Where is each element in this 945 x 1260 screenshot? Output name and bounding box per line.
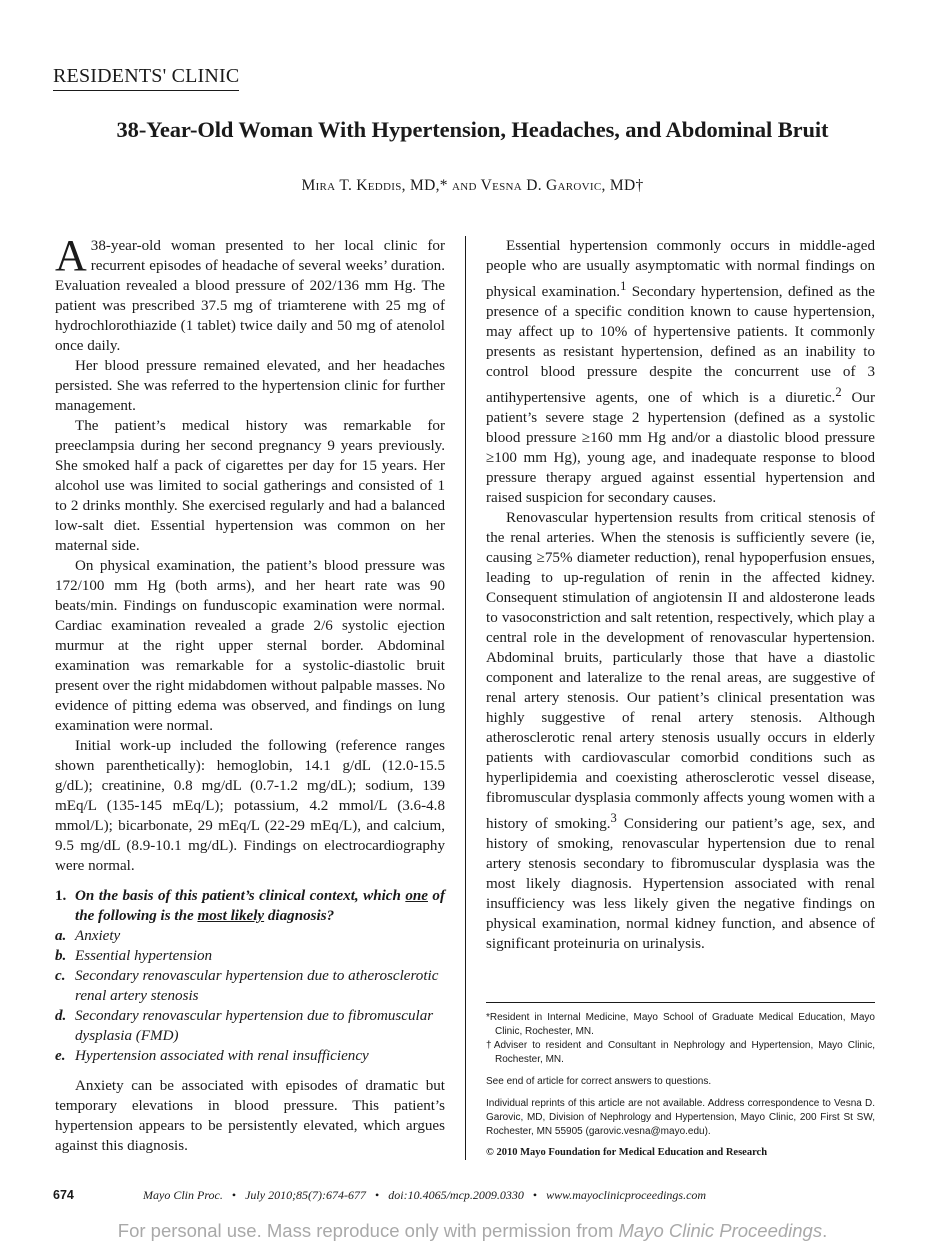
answer-option: d. Secondary renovascular hypertension due to fibromuscular dysplasia (FMD)	[55, 1008, 434, 1044]
paragraph: Her blood pressure remained elevated, and her headaches persisted. She was referred to the hypertension clinic for further management.	[55, 358, 445, 414]
footnote-adviser: †Adviser to resident and Consultant in Nephrology and Hypertension, Mayo Clinic, Rochester, MN.	[486, 1040, 875, 1065]
left-column	[55, 231, 445, 1156]
paragraph: Renovascular hypertension results from critical stenosis of the renal arteries. When the stenosis is sufficiently severe (ie, causing ≥75% diameter reduction), renal hypoperfusion ensues, leading to up-regulation of renin in the affected kidney. Consequent stimulation of angiotensin II and aldosterone leads to vasoconstriction and salt retention, respectively, which play a central role in the development of renovascular hypertension. Abdominal bruits, particularly those that have a diastolic component and lateralize to the renal areas, are suggestive of renal artery stenosis. Our patient’s clinical presentation was highly suggestive of renal artery stenosis. Although atherosclerotic renal artery stenosis usually occurs in elderly patients with cardiovascular comorbid conditions such as hyperlipidemia and coexisting atherosclerotic vessel disease, fibromuscular dysplasia commonly affects young women with a history of smoking.$^3$ Considering our patient’s age, sex, and history of smoking, renovascular hypertension due to renal artery stenosis secondary to fibromuscular dysplasia was the most likely diagnosis. Hypertension associated with renal insufficiency was less likely given the negative findings on physical examination, normal kidney function, and absence of significant proteinuria on urinalysis.	[486, 510, 875, 953]
citation: 1	[620, 279, 627, 293]
answer-option: e. Hypertension associated with renal insufficiency	[55, 1048, 369, 1064]
doi: doi:10.4065/mcp.2009.0330	[388, 1188, 524, 1202]
citation: 2	[835, 385, 842, 400]
running-footer: Mayo Clin Proc. • July 2010;85(7):674-677 • doi:10.4065/mcp.2009.0330 • www.mayoclinicproceedings.com	[143, 1188, 707, 1202]
question-block	[55, 886, 445, 1066]
authors: Mira T. Keddis, MD,* and Vesna D. Garovic, MD†	[301, 177, 644, 194]
issue-info: July 2010;85(7):674-677	[245, 1188, 367, 1202]
answer-option: a. Anxiety	[55, 928, 121, 944]
journal-name: Mayo Clin Proc.	[143, 1188, 223, 1202]
question-stem	[55, 886, 445, 926]
article-title: 38-Year-Old Woman With Hypertension, Headaches, and Abdominal Bruit	[116, 117, 829, 142]
question-text: On the basis of this patient’s clinical context, which one of the following is the most likely diagnosis?	[75, 888, 445, 924]
watermark: For personal use. Mass reproduce only with permission from Mayo Clinic Proceedings.	[117, 1220, 828, 1241]
paragraph: The patient’s medical history was remarkable for preeclampsia during her second pregnancy 9 years previously. She smoked half a pack of cigarettes per day for 15 years. Her alcohol use was limited to social gatherings and consisted of 1 to 2 drinks monthly. She exercised regularly and had a balanced low-salt diet. Essential hypertension was common on her maternal side.	[55, 418, 445, 554]
footnote-resident: *Resident in Internal Medicine, Mayo School of Graduate Medical Education, Mayo Clinic, Rochester, MN.	[486, 1012, 875, 1037]
paragraph: Anxiety can be associated with episodes of dramatic but temporary elevations in blood pressure. This patient’s hypertension appears to be persistently elevated, which argues against this diagnosis.	[55, 1078, 445, 1154]
right-column	[486, 236, 875, 954]
footnote-answers: See end of article for correct answers to questions.	[486, 1076, 712, 1087]
page-number: 674	[53, 1188, 74, 1202]
paragraph	[55, 231, 445, 356]
copyright: © 2010 Mayo Foundation for Medical Education and Research	[486, 1147, 768, 1158]
paragraph: Initial work-up included the following (reference ranges shown parenthetically): hemoglobin, 14.1 g/dL (12.0-15.5 g/dL); creatinine, 0.8 mg/dL (0.7-1.2 mg/dL); sodium, 139 mEq/L (135-145 mEq/L); potassium, 4.2 mmol/L (3.6-4.8 mmol/L); bicarbonate, 29 mEq/L (22-29 mEq/L), and calcium, 9.5 mg/dL (8.9-10.1 mg/dL). Findings on electrocardiography were normal.	[55, 738, 445, 874]
paragraph: Essential hypertension commonly occurs in middle-aged people who are usually asymptomatic with normal findings on physical examination.$^1$ Secondary hypertension, defined as the presence of a specific condition known to cause hypertension, may affect up to 10% of hypertensive patients. It commonly presents as resistant hypertension, defined as an inability to control blood pressure despite the concurrent use of 3 antihypertensive agents, one of which is a diuretic.$^2$ Our patient’s severe stage 2 hypertension (defined as a systolic blood pressure ≥160 mm Hg and/or a diastolic blood pressure ≥100 mm Hg), young age, and inadequate response to blood pressure therapy argued against essential hypertension and raised suspicion for secondary causes.	[486, 238, 875, 507]
section-label: RESIDENTS' CLINIC	[53, 64, 239, 91]
column-divider	[465, 236, 466, 1160]
paragraph-text: 38-year-old woman presented to her local clinic for recurrent episodes of headache of several weeks’ duration. Evaluation revealed a blood pressure of 202/136 mm Hg. The patient was prescribed 37.5 mg of triamterene with 25 mg of hydrochlorothiazide (1 tablet) twice daily and 50 mg of atenolol once daily.	[55, 238, 445, 354]
footnote-reprints: Individual reprints of this article are not available. Address correspondence to Vesna D. Garovic, MD, Division of Nephrology and Hypertension, Mayo Clinic, 200 First St SW, Rochester, MN 55905 (garovic.vesna@mayo.edu).	[486, 1098, 875, 1137]
website-link[interactable]: www.mayoclinicproceedings.com	[546, 1188, 707, 1202]
paragraph: On physical examination, the patient’s blood pressure was 172/100 mm Hg (both arms), and her heart rate was 90 beats/min. Findings on funduscopic examination were normal. Cardiac examination revealed a grade 2/6 systolic ejection murmur at the right upper sternal border. Abdominal examination was remarkable for a systolic-diastolic bruit present over the right midabdomen without palpable masses. No evidence of pitting edema was observed, and findings on lung examination were normal.	[55, 558, 445, 734]
footnotes	[486, 1002, 875, 1160]
drop-cap: A	[55, 231, 87, 280]
question-number: 1.	[55, 888, 67, 904]
citation: 3	[610, 811, 617, 826]
answer-option: b. Essential hypertension	[55, 948, 213, 964]
answer-option: c. Secondary renovascular hypertension due to atherosclerotic renal artery stenosis	[55, 968, 439, 1004]
